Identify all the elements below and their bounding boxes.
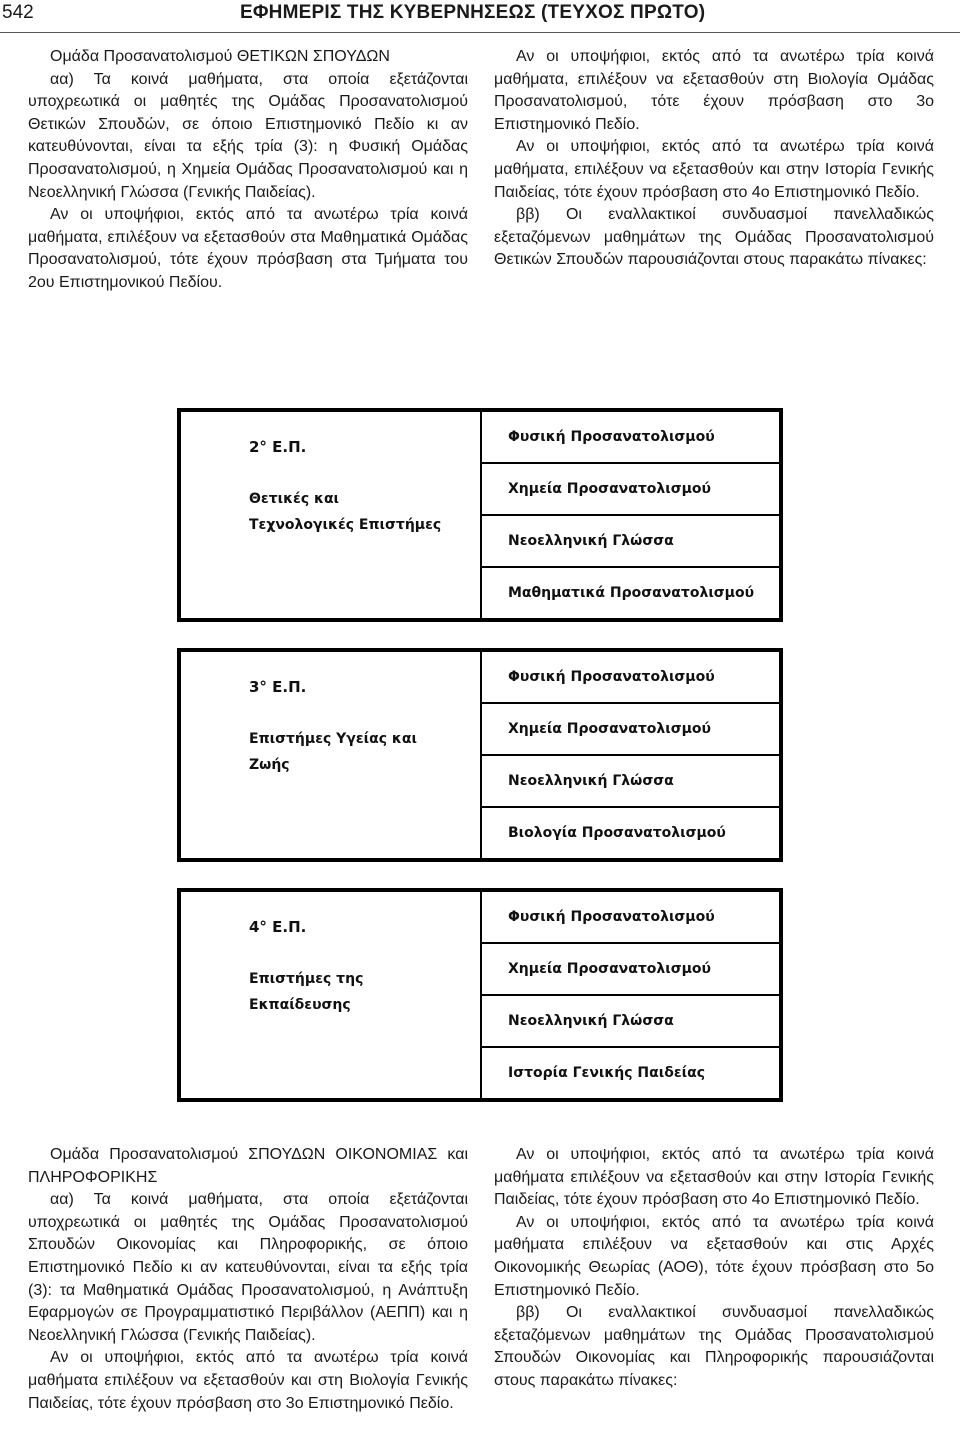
section-heading-economics: Ομάδα Προσανατολισμού ΣΠΟΥΔΩΝ ΟΙΚΟΝΟΜΙΑΣ και ΠΛΗΡΟΦΟΡΙΚΗΣ	[28, 1146, 468, 1186]
subject-cell: Ιστορία Γενικής Παιδείας	[481, 1047, 781, 1100]
field-name: Επιστήμες της Εκπαίδευσης	[249, 971, 364, 1013]
subject-combination-tables	[177, 408, 783, 1128]
field-cell	[179, 890, 481, 1100]
paragraph: Αν οι υποψήφιοι, εκτός από τα ανωτέρω τρία κοινά μαθήματα, επιλέξουν να εξετασθούν στη Βιολογία Ομάδας Προσανατολισμού, τότε έχουν πρόσβαση στο 3ο Επιστημονικό Πεδίο.	[494, 48, 934, 133]
subject-cell: Φυσική Προσανατολισμού	[481, 650, 781, 703]
subject-cell: Χημεία Προσανατολισμού	[481, 463, 781, 515]
subject-cell: Νεοελληνική Γλώσσα	[481, 755, 781, 807]
subject-cell: Φυσική Προσανατολισμού	[481, 890, 781, 943]
bottom-right-column	[494, 1144, 934, 1393]
header-divider	[0, 32, 960, 33]
table-row	[179, 650, 781, 703]
paragraph: Αν οι υποψήφιοι, εκτός από τα ανωτέρω τρία κοινά μαθήματα, επιλέξουν να εξετασθούν στα Μαθηματικά Ομάδας Προσανατολισμού, τότε έχουν πρόσβαση στα Τμήματα του 2ου Επιστημονικού Πεδίου.	[28, 206, 468, 291]
subject-cell: Φυσική Προσανατολισμού	[481, 410, 781, 463]
paragraph: αα) Τα κοινά μαθήματα, στα οποία εξετάζονται υποχρεωτικά οι μαθητές της Ομάδας Προσανατολισμού Θετικών Σπουδών, σε όποιο Επιστημονικό Πεδίο κι αν κατευθύνονται, είναι τα εξής τρία (3): η Φυσική Ομάδας Προσανατολισμού, η Χημεία Ομάδας Προσανατολισμού και η Νεοελληνική Γλώσσα (Γενικής Παιδείας).	[28, 70, 468, 201]
field-table-2	[177, 408, 783, 622]
field-cell	[179, 650, 481, 860]
page-number: 542	[2, 2, 34, 23]
subject-cell: Μαθηματικά Προσανατολισμού	[481, 567, 781, 620]
gazette-title: ΕΦΗΜΕΡΙΣ ΤΗΣ ΚΥΒΕΡΝΗΣΕΩΣ (ΤΕΥΧΟΣ ΠΡΩΤΟ)	[240, 2, 706, 23]
field-cell	[179, 410, 481, 620]
field-table-4	[177, 888, 783, 1102]
subject-cell: Νεοελληνική Γλώσσα	[481, 515, 781, 567]
paragraph: Αν οι υποψήφιοι, εκτός από τα ανωτέρω τρία κοινά μαθήματα, επιλέξουν να εξετασθούν και στην Ιστορία Γενικής Παιδείας, τότε έχουν πρόσβαση στο 4ο Επιστημονικό Πεδίο.	[494, 138, 934, 201]
paragraph: Αν οι υποψήφιοι, εκτός από τα ανωτέρω τρία κοινά μαθήματα επιλέξουν να εξετασθούν και στις Αρχές Οικονομικής Θεωρίας (ΑΟΘ), τότε έχουν πρόσβαση στο 5ο Επιστημονικό Πεδίο.	[494, 1213, 934, 1299]
paragraph: Αν οι υποψήφιοι, εκτός από τα ανωτέρω τρία κοινά μαθήματα επιλέξουν να εξετασθούν και στην Ιστορία Γενικής Παιδείας, τότε έχουν πρόσβαση στο 4ο Επιστημονικό Πεδίο.	[494, 1146, 934, 1209]
paragraph: Αν οι υποψήφιοι, εκτός από τα ανωτέρω τρία κοινά μαθήματα επιλέξουν να εξετασθούν και στη Βιολογία Γενικής Παιδείας, τότε έχουν πρόσβαση στο 3ο Επιστημονικό Πεδίο.	[28, 1349, 468, 1412]
field-number: 3° Ε.Π.	[249, 678, 307, 696]
subject-cell: Χημεία Προσανατολισμού	[481, 703, 781, 755]
subject-cell: Χημεία Προσανατολισμού	[481, 943, 781, 995]
bottom-left-column	[28, 1144, 468, 1415]
section-heading-science: Ομάδα Προσανατολισμού ΘΕΤΙΚΩΝ ΣΠΟΥΔΩΝ	[50, 48, 390, 65]
top-right-column	[494, 46, 934, 272]
subject-cell: Νεοελληνική Γλώσσα	[481, 995, 781, 1047]
field-table-3	[177, 648, 783, 862]
field-name: Θετικές και Τεχνολογικές Επιστήμες	[249, 491, 442, 533]
paragraph: αα) Τα κοινά μαθήματα, στα οποία εξετάζονται υποχρεωτικά οι μαθητές της Ομάδας Προσανατολισμού Σπουδών Οικονομίας και Πληροφορικής, σε όποιο Επιστημονικό Πεδίο κι αν κατευθύνονται, είναι τα εξής τρία (3): τα Μαθηματικά Ομάδας Προσανατολισμού, η Ανάπτυξη Εφαρμογών σε Προγραμματιστικό Περιβάλλον (ΑΕΠΠ) και η Νεοελληνική Γλώσσα (Γενικής Παιδείας).	[28, 1191, 468, 1344]
top-left-column	[28, 46, 468, 295]
field-name: Επιστήμες Υγείας και Ζωής	[249, 731, 417, 773]
subject-cell: Βιολογία Προσανατολισμού	[481, 807, 781, 860]
page-header	[0, 0, 960, 28]
paragraph: ββ) Οι εναλλακτικοί συνδυασμοί πανελλαδικώς εξεταζόμενων μαθημάτων της Ομάδας Προσανατολισμού Σπουδών Οικονομίας και Πληροφορικής παρουσιάζονται στους παρακάτω πίνακες:	[494, 1304, 934, 1389]
table-row	[179, 410, 781, 463]
paragraph: ββ) Οι εναλλακτικοί συνδυασμοί πανελλαδικώς εξεταζόμενων μαθημάτων της Ομάδας Προσανατολισμού Θετικών Σπουδών παρουσιάζονται στους παρακάτω πίνακες:	[494, 206, 934, 269]
field-number: 2° Ε.Π.	[249, 438, 307, 456]
field-number: 4° Ε.Π.	[249, 918, 307, 936]
table-row	[179, 890, 781, 943]
